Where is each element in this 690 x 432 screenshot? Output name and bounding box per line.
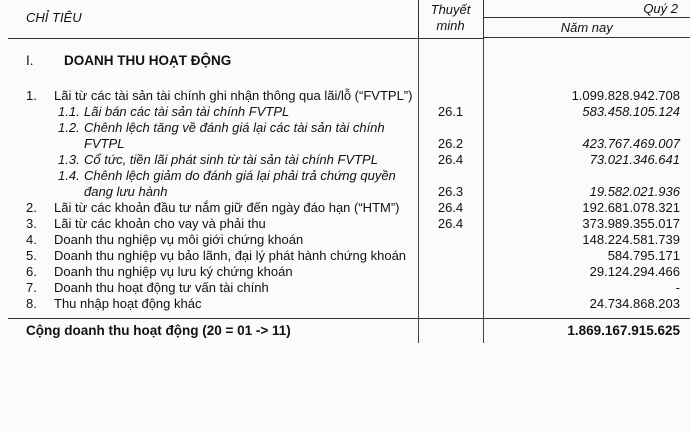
section-row	[8, 38, 690, 88]
row-note: 26.1	[418, 104, 483, 120]
header-note	[418, 0, 483, 38]
row-value: 584.795.171	[607, 247, 680, 263]
table-row	[8, 296, 690, 312]
row-note: 26.3	[418, 168, 483, 200]
row-label: Lãi từ các khoản đầu tư nắm giữ đến ngày đáo hạn (“HTM”)	[54, 199, 400, 215]
row-number: 8.	[26, 295, 37, 311]
row-value: 192.681.078.321	[582, 199, 680, 215]
table-row	[8, 152, 690, 168]
row-label: Lãi bán các tài sản tài chính FVTPL	[84, 103, 290, 119]
row-value: 583.458.105.124	[582, 103, 680, 119]
row-number: 6.	[26, 263, 37, 279]
table-row	[8, 280, 690, 296]
table-row	[8, 104, 690, 120]
row-label: Lãi từ các khoản cho vay và phải thu	[54, 215, 266, 231]
row-value: -	[675, 279, 680, 295]
row-note: 26.4	[418, 200, 483, 216]
total-row	[8, 318, 690, 343]
row-number: 1.2.	[58, 119, 80, 135]
header-note-line1: Thuyết	[430, 2, 471, 17]
row-label: Doanh thu hoạt động tư vấn tài chính	[54, 279, 269, 295]
section-title: DOANH THU HOẠT ĐỘNG	[64, 52, 232, 68]
row-number: 1.3.	[58, 151, 80, 167]
row-number: 3.	[26, 215, 37, 231]
row-label: Doanh thu nghiệp vụ môi giới chứng khoán	[54, 231, 304, 247]
row-note	[418, 264, 483, 280]
row-label: Chênh lệch giảm do đánh giá lại phải trả chứng quyền đang lưu hành	[84, 167, 396, 199]
header-period-cell	[483, 0, 690, 38]
row-note: 26.2	[418, 120, 483, 152]
row-value: 1.099.828.942.708	[571, 87, 680, 103]
total-value: 1.869.167.915.625	[483, 318, 690, 343]
table-row	[8, 168, 690, 200]
row-number: 1.1.	[58, 103, 80, 119]
table-row	[8, 232, 690, 248]
row-number: 1.4.	[58, 167, 80, 183]
income-statement-table	[8, 0, 690, 343]
table-row	[8, 120, 690, 152]
table-row	[8, 216, 690, 232]
row-number: 2.	[26, 199, 37, 215]
row-number: 4.	[26, 231, 37, 247]
row-label: Chênh lệch tăng về đánh giá lại các tài sản tài chính FVTPL	[84, 119, 385, 151]
row-note	[418, 296, 483, 312]
row-value: 19.582.021.936	[589, 183, 680, 199]
row-value: 24.734.868.203	[589, 295, 680, 311]
table-row	[8, 200, 690, 216]
header-year: Năm nay	[484, 18, 690, 38]
row-number: 1.	[26, 87, 37, 103]
table-header-row	[8, 0, 690, 38]
row-label: Lãi từ các tài sản tài chính ghi nhận thông qua lãi/lỗ (“FVTPL”)	[54, 87, 413, 103]
row-label: Doanh thu nghiệp vụ bảo lãnh, đại lý phát hành chứng khoán	[54, 247, 407, 263]
table-row	[8, 248, 690, 264]
row-value: 73.021.346.641	[589, 151, 680, 167]
header-item: CHỈ TIÊU	[8, 0, 418, 38]
header-period: Quý 2	[484, 0, 690, 18]
row-note	[418, 248, 483, 264]
row-value: 373.989.355.017	[582, 215, 680, 231]
row-value: 29.124.294.466	[589, 263, 680, 279]
row-label: Doanh thu nghiệp vụ lưu ký chứng khoán	[54, 263, 293, 279]
row-note: 26.4	[418, 216, 483, 232]
row-note	[418, 88, 483, 104]
row-note	[418, 280, 483, 296]
row-value: 423.767.469.007	[582, 135, 680, 151]
header-note-line2: minh	[436, 18, 465, 33]
section-number: I.	[26, 52, 34, 68]
row-number: 5.	[26, 247, 37, 263]
total-label: Cộng doanh thu hoạt động (20 = 01 -> 11)	[8, 318, 418, 343]
row-label: Thu nhập hoạt động khác	[54, 295, 202, 311]
row-number: 7.	[26, 279, 37, 295]
row-value: 148.224.581.739	[582, 231, 680, 247]
table-row	[8, 88, 690, 104]
table-row	[8, 264, 690, 280]
row-note: 26.4	[418, 152, 483, 168]
row-label: Cổ tức, tiền lãi phát sinh từ tài sản tài chính FVTPL	[84, 151, 378, 167]
row-note	[418, 232, 483, 248]
